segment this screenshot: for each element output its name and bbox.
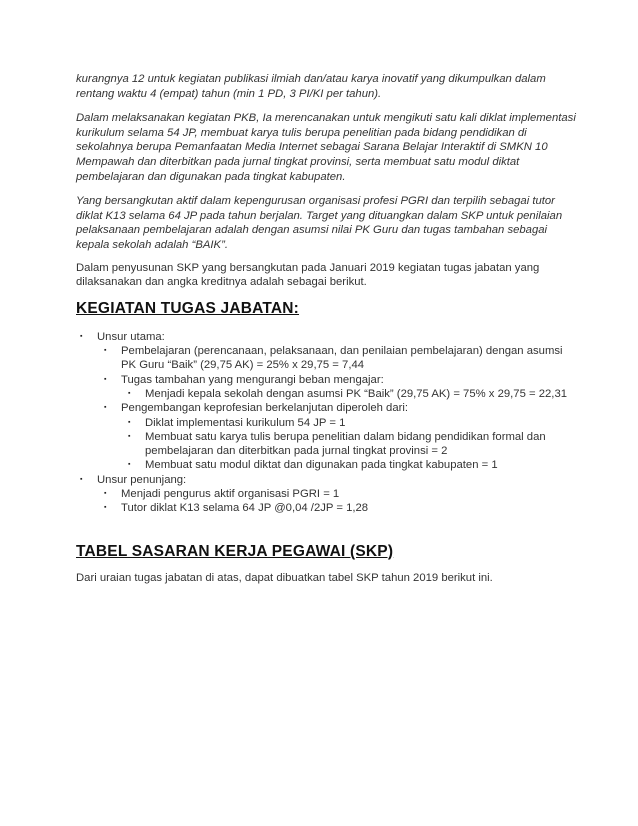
list-item-label: Membuat satu modul diktat dan digunakan pada tingkat kabupaten = 1 bbox=[145, 459, 498, 472]
heading-kegiatan-tugas-jabatan: KEGIATAN TUGAS JABATAN: bbox=[76, 299, 300, 317]
list-item-label: Unsur utama: bbox=[97, 330, 165, 343]
bullet-icon: ▪ bbox=[104, 504, 107, 512]
list-item-label: Tugas tambahan yang mengurangi beban mengajar: bbox=[121, 373, 384, 386]
bullet-icon: ▪ bbox=[128, 432, 131, 440]
list-item-label: Pembelajaran (perencanaan, pelaksanaan, dan penilaian pembelajaran) dengan asumsi PK Guru “Baik” (29,75 AK) = 25% x 29,75 = 7,44 bbox=[121, 345, 563, 372]
list-item-tugas-tambahan bbox=[76, 373, 576, 387]
kegiatan-list bbox=[76, 330, 576, 516]
list-item-label: Tutor diklat K13 selama 64 JP @0,04 /2JP = 1,28 bbox=[121, 502, 369, 515]
list-item-karya-tulis bbox=[76, 430, 576, 459]
list-item-tutor bbox=[76, 501, 576, 515]
paragraph-publikasi: kurangnya 12 untuk kegiatan publikasi ilmiah dan/atau karya inovatif yang dikumpulkan dalam rentang waktu 4 (empat) tahun (min 1 PD, 3 PI/KI per tahun). bbox=[76, 73, 546, 100]
heading-tabel-skp: TABEL SASARAN KERJA PEGAWAI (SKP) bbox=[76, 542, 394, 560]
paragraph-pkb: Dalam melaksanakan kegiatan PKB, Ia merencanakan untuk mengikuti satu kali diklat implementasi kurikulum selama 54 JP, membuat karya tulis berupa penelitian pada bidang pendidikan di sekolahnya berupa Pemanfaatan Media Internet sebagai Sarana Belajar Interaktif di SMKN 10 Mempawah dan diterbitkan pada jurnal tingkat provinsi, serta membuat satu modul diktat pembelajaran dan digunakan pada tingkat kabupaten. bbox=[76, 112, 576, 183]
paragraph-uraian: Dari uraian tugas jabatan di atas, dapat dibuatkan tabel SKP tahun 2019 berikut ini. bbox=[76, 571, 493, 584]
list-item-unsur-utama bbox=[76, 330, 576, 344]
list-item-pengembangan bbox=[76, 401, 576, 415]
list-item-kepala-sekolah bbox=[76, 387, 576, 401]
document-body bbox=[76, 72, 576, 585]
paragraph-pgri: Yang bersangkutan aktif dalam kepengurusan organisasi profesi PGRI dan terpilih sebagai tutor diklat K13 selama 64 JP pada tahun berjalan. Target yang dituangkan dalam SKP untuk penilaian pelaksanaan pembelajaran adalah dengan asumsi nilai PK Guru dan tugas tambahan sebagai kepala sekolah adalah “BAIK”. bbox=[76, 195, 563, 251]
list-item-modul bbox=[76, 458, 576, 472]
list-item-pengurus bbox=[76, 487, 576, 501]
bullet-icon: ▪ bbox=[128, 389, 131, 397]
list-item-label: Diklat implementasi kurikulum 54 JP = 1 bbox=[145, 416, 346, 429]
paragraph-penyusunan: Dalam penyusunan SKP yang bersangkutan pada Januari 2019 kegiatan tugas jabatan yang dilaksanakan dan angka kreditnya adalah sebagai berikut. bbox=[76, 261, 540, 289]
list-item-label: Menjadi kepala sekolah dengan asumsi PK “Baik” (29,75 AK) = 75% x 29,75 = 22,31 bbox=[145, 387, 568, 400]
bullet-icon: ▪ bbox=[80, 475, 83, 483]
list-item-label: Pengembangan keprofesian berkelanjutan diperoleh dari: bbox=[121, 402, 409, 415]
bullet-icon: ▪ bbox=[128, 418, 131, 426]
bullet-icon: ▪ bbox=[80, 332, 83, 340]
list-item-label: Unsur penunjang: bbox=[97, 473, 187, 486]
list-item-pembelajaran bbox=[76, 344, 576, 373]
list-item-unsur-penunjang bbox=[76, 473, 576, 487]
bullet-icon: ▪ bbox=[128, 461, 131, 469]
list-item-label: Membuat satu karya tulis berupa penelitian dalam bidang pendidikan formal dan pembelajaran dan diterbitkan pada jurnal tingkat provinsi = 2 bbox=[145, 430, 546, 458]
list-item-label: Menjadi pengurus aktif organisasi PGRI = 1 bbox=[121, 487, 340, 500]
bullet-icon: ▪ bbox=[104, 347, 107, 355]
bullet-icon: ▪ bbox=[104, 375, 107, 383]
bullet-icon: ▪ bbox=[104, 404, 107, 412]
bullet-icon: ▪ bbox=[104, 489, 107, 497]
list-item-diklat bbox=[76, 416, 576, 430]
